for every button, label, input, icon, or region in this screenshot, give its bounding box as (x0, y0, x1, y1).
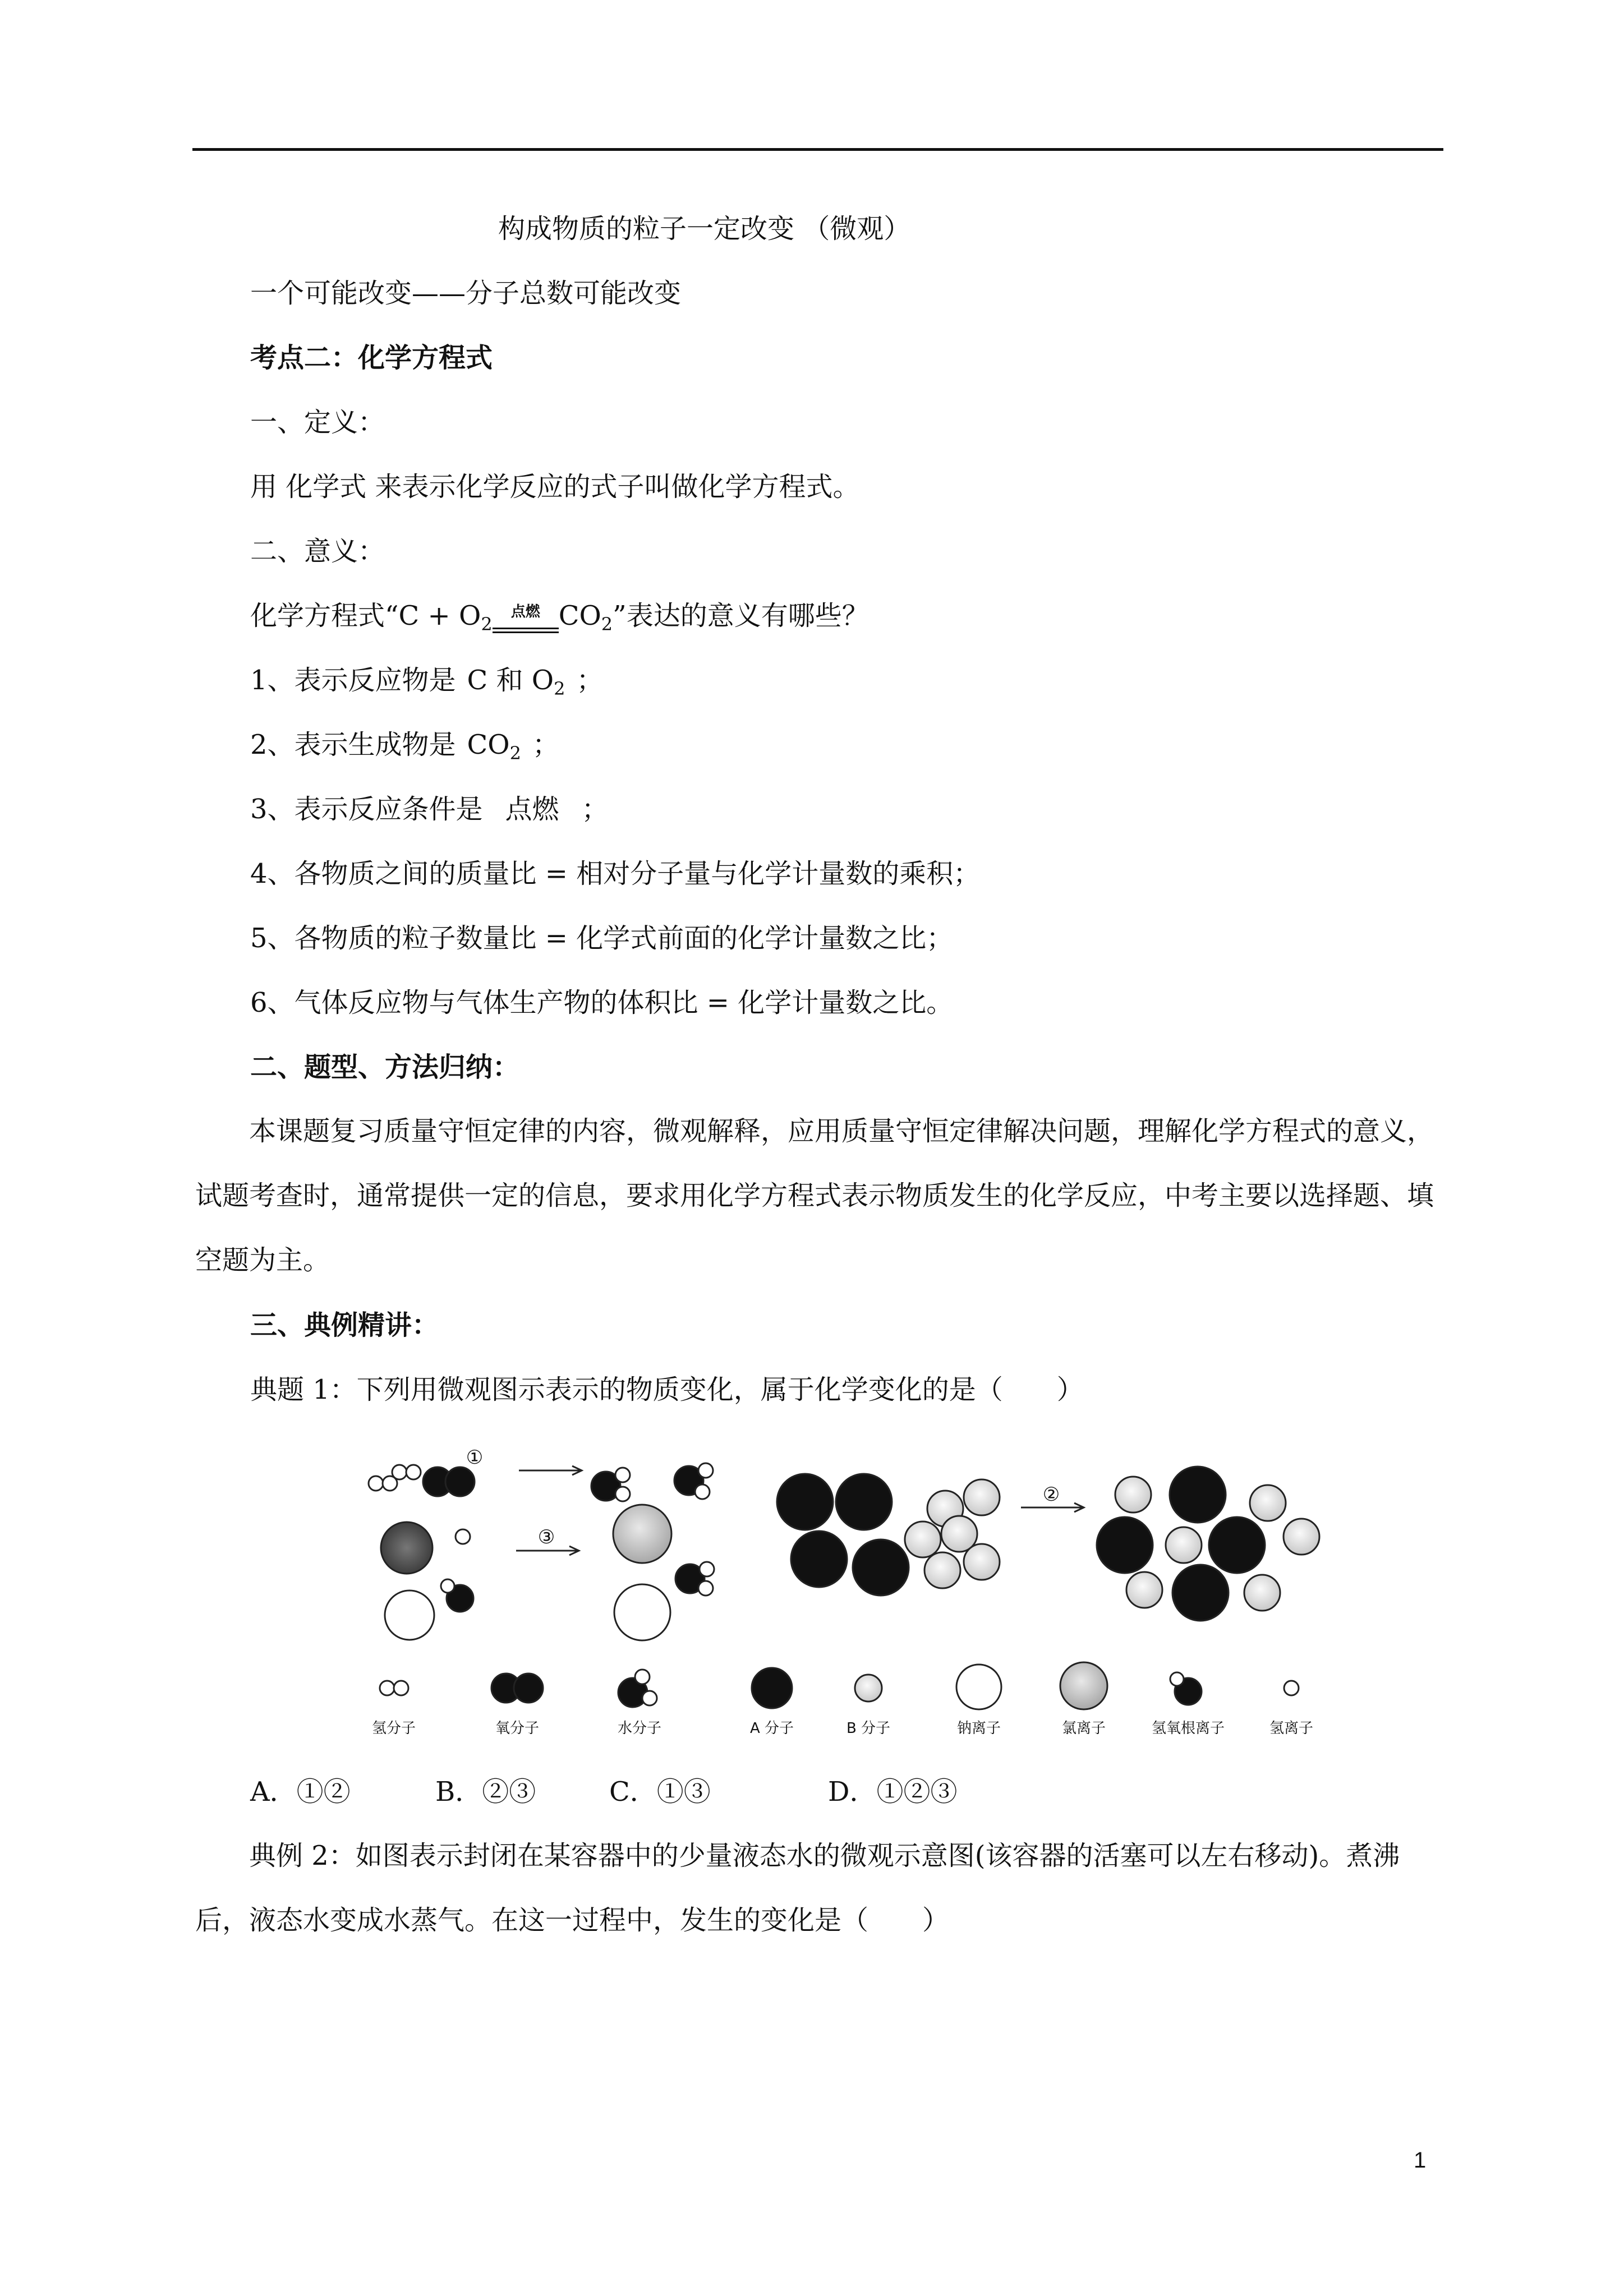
option-b: B．②③ (435, 1776, 536, 1808)
micro-diagram (359, 1441, 1358, 1744)
equation-line: 化学方程式“$C + O_2$ 点燃 $CO_2$”表达的意义有哪些？ (250, 599, 869, 641)
list-item: 2、表示生成物是 $CO_2$ ； (250, 729, 559, 764)
arrow-label-3: ③ (537, 1526, 555, 1548)
section-example: 三、典例精讲： (250, 1310, 439, 1341)
reaction-1-products (591, 1463, 713, 1501)
legend-label: A 分子 (749, 1720, 794, 1737)
reaction-condition: 点燃 (493, 611, 559, 641)
line-molecule-count: 一个可能改变——分子总数可能改变 (250, 278, 682, 309)
option-a: A．①② (250, 1776, 351, 1808)
legend-symbols (380, 1662, 1299, 1709)
reaction-2-reactants (777, 1474, 1000, 1596)
list-item: 1、表示反应物是 C 和 $O_2$ ； (250, 665, 604, 699)
list-item: 5、各物质的粒子数量比 = 化学式前面的化学计量数之比； (250, 923, 954, 954)
legend-label: B 分子 (846, 1720, 891, 1737)
meaning-heading: 二、意义： (250, 536, 385, 567)
heading-particles-change: 构成物质的粒子一定改变 （微观） (498, 213, 911, 245)
arrow-label-1: ① (466, 1446, 484, 1469)
reaction-3-products (613, 1505, 714, 1640)
reaction-2-products (1097, 1467, 1319, 1621)
definition-heading: 一、定义： (250, 407, 385, 438)
legend-label: 氯离子 (1061, 1720, 1106, 1737)
list-item: 6、气体反应物与气体生产物的体积比 = 化学计量数之比。 (250, 987, 954, 1018)
legend-label: 氢分子 (371, 1720, 416, 1737)
legend-label: 氧分子 (495, 1720, 540, 1737)
option-d: D．①②③ (828, 1776, 958, 1808)
summary-paragraph: 本课题复习质量守恒定律的内容，微观解释，应用质量守恒定律解决问题，理解化学方程式的意义，试题考查时，通常提供一定的信息，要求用化学方程式表示物质发生的化学反应，中考主要以选择题、填空题为主。 (195, 1115, 1434, 1276)
legend-label: 水分子 (617, 1720, 662, 1737)
legend-label: 氢离子 (1269, 1720, 1314, 1737)
definition-text: 用 化学式 来表示化学反应的式子叫做化学方程式。 (250, 471, 860, 502)
arrow-label-2: ② (1042, 1483, 1060, 1506)
list-item: 4、各物质之间的质量比 = 相对分子量与化学计量数的乘积； (250, 858, 981, 889)
option-c: C．①③ (609, 1776, 711, 1808)
reaction-1-reactants (369, 1465, 475, 1496)
reaction-3-reactants (381, 1522, 473, 1640)
section-kaodian: 考点二：化学方程式 (250, 342, 493, 374)
legend-label: 氢氧根离子 (1151, 1720, 1225, 1737)
section-tixing: 二、题型、方法归纳： (250, 1052, 520, 1083)
list-item: 3、表示反应条件是 点燃 ； (250, 794, 609, 825)
legend-label: 钠离子 (956, 1720, 1001, 1737)
question-1: 典题 1：下列用微观图示表示的物质变化，属于化学变化的是（ ） (250, 1374, 1084, 1405)
question-2: 典例 2：如图表示封闭在某容器中的少量液态水的微观示意图(该容器的活塞可以左右移动)。煮沸后，液态水变成水蒸气。在这一过程中，发生的变化是（ ） (195, 1840, 1400, 1936)
page-number: 1 (1414, 2148, 1427, 2173)
header-rule (192, 148, 1443, 151)
reaction-1-arrow (519, 1466, 582, 1475)
